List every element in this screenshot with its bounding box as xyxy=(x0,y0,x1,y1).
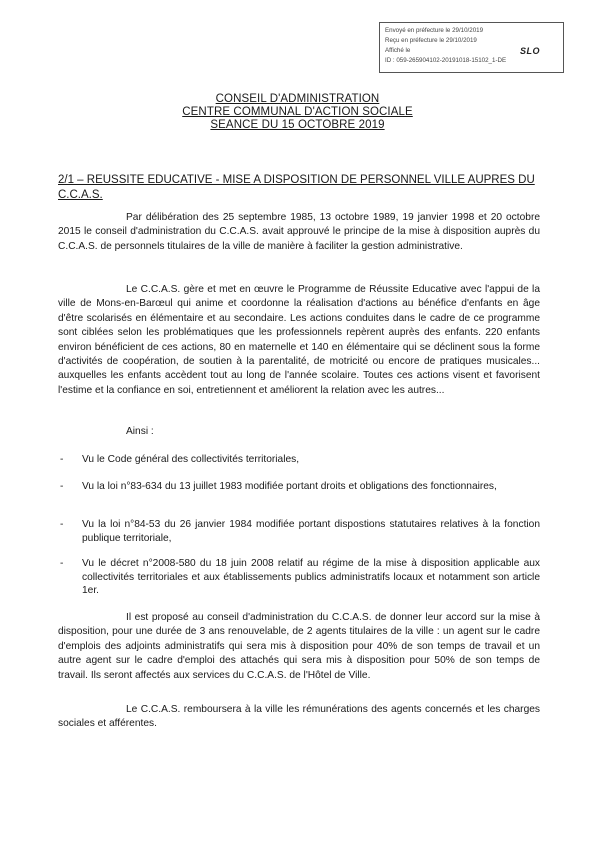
stamp-received-line: Reçu en préfecture le 29/10/2019 xyxy=(385,37,477,44)
bullet-text: Vu le décret n°2008-580 du 18 juin 2008 relatif au régime de la mise à disposition applicable aux collectivités territoriales et aux établissements publics administratifs locaux et notamment son article 1er. xyxy=(82,558,540,597)
stamp-id-line: ID : 059-265904102-20191018-15102_1-DE xyxy=(385,57,507,64)
stamp-sent-line: Envoyé en préfecture le 29/10/2019 xyxy=(385,27,484,34)
paragraph-history: Par délibération des 25 septembre 1985, 13 octobre 1989, 19 janvier 1998 et 20 octobre 2015 le conseil d'administration du C.C.A.S. avait approuvé le principe de la mise à disposition auprès du C.C.A.S. de personnels titulaires de la ville de manière à faciliter la gestion administrative. xyxy=(58,212,540,252)
bullet-text: Vu le Code général des collectivités territoriales, xyxy=(82,454,300,465)
paragraph-proposal: Il est proposé au conseil d'administration du C.C.A.S. de donner leur accord sur la mise à disposition, pour une durée de 3 ans renouvelable, de 2 agents titulaires de la ville : un agent sur le cadre d'emplois des adjoints administratifs qui sera mis à disposition pour 40% de son temps de travail et un autre agent sur le cadre d'emploi des attachés qui sera mis à disposition pour 50% de son temps de travail. Ils seront affectés aux services du C.C.A.S. de l'Hôtel de Ville. xyxy=(58,612,540,681)
paragraph-ainsi: Ainsi : xyxy=(126,426,154,437)
header-ccas: CENTRE COMMUNAL D'ACTION SOCIALE xyxy=(182,106,413,118)
header-board: CONSEIL D'ADMINISTRATION xyxy=(215,93,380,105)
bullet-dash: - xyxy=(60,558,64,569)
bullet-dash: - xyxy=(60,481,64,492)
bullet-dash: - xyxy=(60,519,64,530)
bullet-text: Vu la loi n°83-634 du 13 juillet 1983 modifiée portant droits et obligations des fonctionnaires, xyxy=(82,481,497,492)
header-session: SEANCE DU 15 OCTOBRE 2019 xyxy=(210,119,385,131)
slo-logo: SLO xyxy=(519,46,540,56)
paragraph-reimbursement: Le C.C.A.S. remboursera à la ville les rémunérations des agents concernés et les charges sociales et afférentes. xyxy=(58,704,540,730)
bullet-dash: - xyxy=(60,454,64,465)
prefecture-stamp xyxy=(379,22,564,73)
paragraph-programme: Le C.C.A.S. gère et met en œuvre le Programme de Réussite Educative avec l'appui de la ville de Mons-en-Barœul qui anime et coordonne la réalisation d'actions au bénéfice d'enfants en âge d'être scolarisés en élémentaire et au secondaire. Les actions conduites dans le cadre de ce programme sont ciblées selon les problématiques que les professionnels repèrent auprès des enfants. 220 enfants environ bénéficient de ces actions, 80 en maternelle et 140 en élémentaire qui se déclinent sous la forme d'activités de coopération, de soutien à la parentalité, de motricité ou encore de pratiques musicales... auxquelles les enfants accèdent tout au long de l'année scolaire. Toutes ces actions visent et favorisent l'estime et la confiance en soi, entretiennent et améliorent la relation avec les autres... xyxy=(58,284,540,396)
bullet-text: Vu la loi n°84-53 du 26 janvier 1984 modifiée portant dispostions statutaires relatives à la fonction publique territoriale, xyxy=(82,519,540,544)
deliberation-title: 2/1 – REUSSITE EDUCATIVE - MISE A DISPOSITION DE PERSONNEL VILLE AUPRES DU C.C.A.S. xyxy=(58,174,535,201)
stamp-posted-line: Affiché le xyxy=(385,47,411,54)
